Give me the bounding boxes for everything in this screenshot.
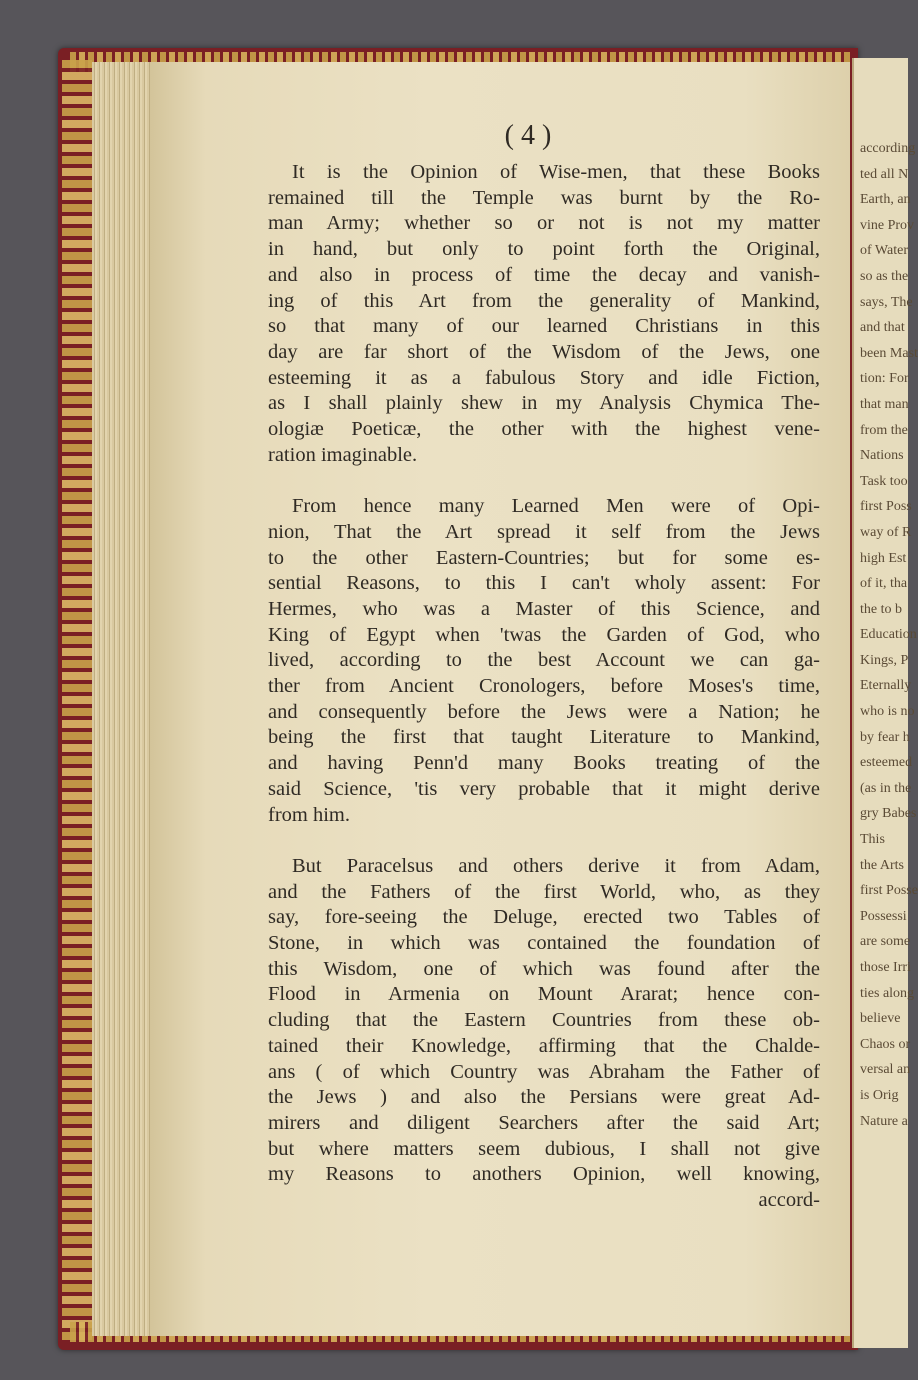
adjacent-page-line: by fear h [860,729,910,745]
adjacent-page-line: ted all N [860,166,909,182]
adjacent-page-line: Education [860,627,917,643]
adjacent-page-line: of Water [860,243,908,259]
adjacent-page-line: been Mast [860,345,918,361]
paragraph-1 [268,160,820,468]
text-line: But Paracelsus and others derive it from Adam, [292,854,820,877]
text-line: say, fore-seeing the Deluge, erected two Tables of [268,906,820,929]
text-line: ration imaginable. [268,443,418,466]
adjacent-page-line: from the [860,422,908,438]
text-line: so that many of our learned Christians in this [268,315,820,338]
page-number: ( 4 ) [504,120,552,151]
text-line: ologiæ Poeticæ, the other with the highest vene- [268,418,820,441]
text-line: cluding that the Eastern Countries from these ob- [268,1009,820,1032]
adjacent-page-line: way of R [860,524,912,540]
text-line: as I shall plainly shew in my Analysis Chymica The- [268,392,820,415]
adjacent-page-line: first Posse [860,883,918,899]
text-line: the Jews ) and also the Persians were great Ad- [268,1086,820,1109]
adjacent-page-line: vine Prov [860,217,915,233]
adjacent-page-line: the to b [860,601,902,617]
text-line: remained till the Temple was burnt by the Ro- [268,186,820,209]
adjacent-page-line: the Arts [860,857,904,873]
adjacent-page-line: Eternally [860,678,912,694]
text-line: Stone, in which was contained the foundation of [268,932,820,955]
paragraph-3 [268,854,820,1188]
adjacent-page-line: of it, tha [860,576,908,592]
adjacent-page-line: and that [860,320,905,336]
text-line: but where matters seem dubious, I shall not give [268,1137,820,1160]
text-line: man Army; whether so or not is not my matter [268,212,820,235]
adjacent-page-line: Nature a [860,1113,908,1129]
text-line: my Reasons to anothers Opinion, well knowing, [268,1163,820,1186]
adjacent-page-line: are some [860,934,911,950]
adjacent-page-line: that man [860,396,909,412]
adjacent-page-line: This [860,832,885,848]
text-line: to the other Eastern-Countries; but for some es- [268,546,820,569]
adjacent-page-line: high Est [860,550,907,566]
adjacent-page [852,58,918,1348]
adjacent-page-line: versal an [860,1062,911,1078]
adjacent-page-line: (as in the [860,780,912,796]
adjacent-page-line: Earth, an [860,192,911,208]
text-line: ans ( of which Country was Abraham the Father of [268,1060,820,1083]
text-line: day are far short of the Wisdom of the Jews, one [268,340,820,363]
text-line: sential Reasons, to this I can't wholy assent: For [268,572,820,595]
paragraph-gap [268,468,820,494]
adjacent-page-line: who is no [860,704,915,720]
page-text [268,160,820,1214]
text-line: and also in process of time the decay and vanish- [268,263,820,286]
paragraph-gap [268,828,820,854]
text-line: esteeming it as a fabulous Story and idle Fiction, [268,366,820,389]
adjacent-page-line: Possessi [860,908,907,924]
adjacent-page-line: esteemed [860,755,913,771]
text-line: ther from Ancient Cronologers, before Moses's time, [268,675,820,698]
text-line: this Wisdom, one of which was found after the [268,957,820,980]
adjacent-page-line: first Poss [860,499,912,515]
adjacent-page-line: Chaos or [860,1036,911,1052]
adjacent-page-line: ties along [860,985,915,1001]
adjacent-page-line: according [860,141,916,156]
adjacent-page-line: those Irri [860,960,911,975]
adjacent-page-line: Nations [860,448,904,464]
adjacent-page-line: Task too [860,473,908,489]
adjacent-page-line: is Orig [860,1087,899,1103]
text-line: King of Egypt when 'twas the Garden of God, who [268,623,820,646]
text-line: ing of this Art from the generality of Mankind, [268,289,820,312]
text-line: said Science, 'tis very probable that it might derive [268,777,820,800]
text-line: and consequently before the Jews were a Nation; he [268,700,820,723]
text-line: tained their Knowledge, affirming that the Chalde- [268,1034,820,1057]
text-line: mirers and diligent Searchers after the said Art; [268,1111,820,1134]
text-line: lived, according to the best Account we can ga- [268,649,820,672]
text-line: Hermes, who was a Master of this Science, and [268,597,820,620]
catchword: accord- [758,1189,820,1212]
adjacent-page-line: gry Babes [860,806,917,822]
text-line: from him. [268,803,350,826]
adjacent-page-line: so as the [860,268,909,284]
adjacent-page-line: says, The [860,294,913,310]
text-line: nion, That the Art spread it self from the Jews [268,520,820,543]
adjacent-page-line: believe [860,1011,901,1027]
text-line: It is the Opinion of Wise-men, that these Books [292,161,820,183]
paragraph-2 [268,494,820,828]
text-line: and having Penn'd many Books treating of the [268,752,820,775]
gilt-border-left [62,60,92,1344]
text-line: Flood in Armenia on Mount Ararat; hence con- [268,983,820,1006]
text-line: being the first that taught Literature to Mankind, [268,726,820,749]
text-line: in hand, but only to point forth the Original, [268,238,820,261]
text-line: From hence many Learned Men were of Opi- [292,495,820,518]
text-line: and the Fathers of the first World, who, as they [268,880,820,903]
adjacent-page-line: Kings, P [860,652,909,668]
adjacent-page-line: tion: For [860,371,909,387]
